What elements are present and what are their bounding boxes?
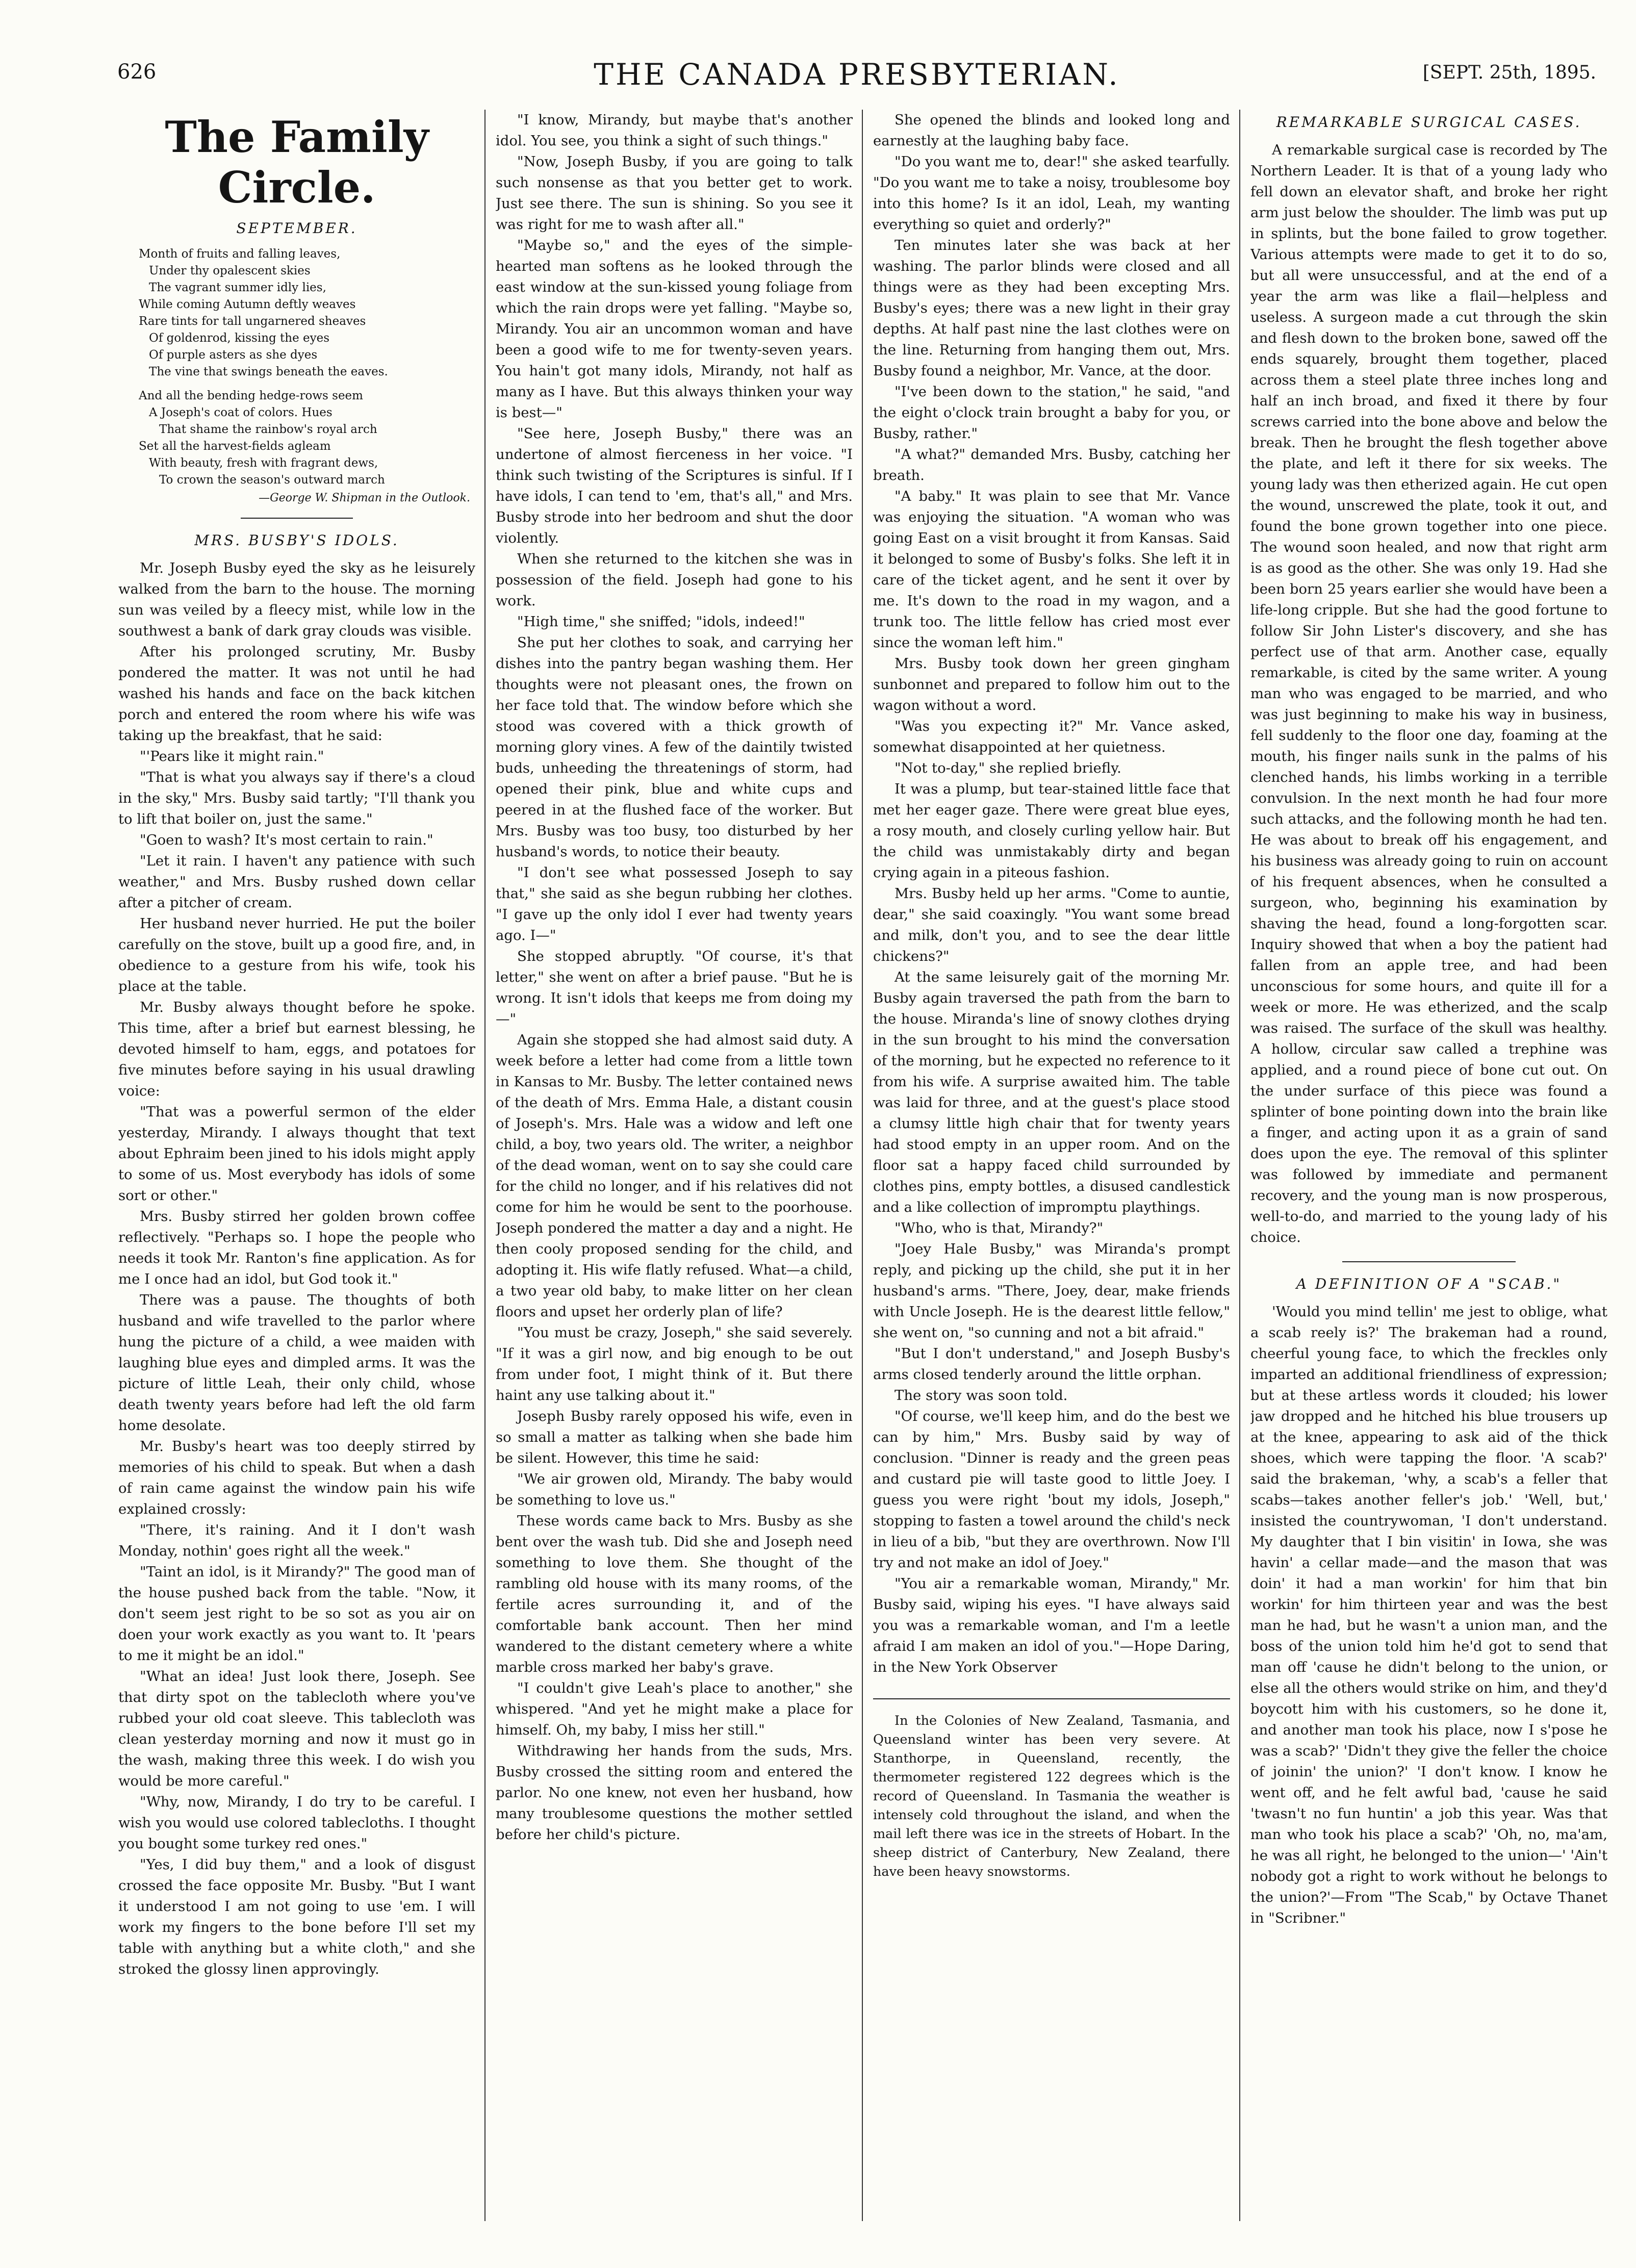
poem-line: While coming Autumn deftly weaves [139,298,356,311]
paragraph: "I couldn't give Leah's place to another," she whispered. "And yet he might make a place for himself. Oh, my baby, I miss her still." [496,1680,853,1738]
paragraph: "A what?" demanded Mrs. Busby, catching her breath. [873,446,1230,483]
paragraph: "You must be crazy, Joseph," she said severely. "If it was a girl now, and big enough to be out from under foot, I might think of it. But there haint any use talking about it." [496,1324,853,1404]
story-title: MRS. BUSBY'S IDOLS. [194,532,399,549]
paragraph: Ten minutes later she was back at her washing. The parlor blinds were closed and all things were as they had been excepting Mrs. Busby's eyes; there was a new light in their gray depths. At half past nine the last clothes were on the line. Returning from hanging them out, Mrs. Busby found a neighbor, Mr. Vance, at the door. [873,237,1230,379]
paragraph: "That is what you always say if there's a cloud in the sky," Mrs. Busby said tartly; "I'll thank you to lift that boiler on, just the same." [118,769,475,827]
poem-credit: —George W. Shipman in the Outlook. [259,492,470,504]
section-masthead: The Family Circle. [165,112,429,213]
paragraph: "Was you expecting it?" Mr. Vance asked, somewhat disappointed at her quietness. [873,718,1230,755]
paragraph: "I know, Mirandy, but maybe that's another idol. You see, you think a sight of such things." [496,112,853,149]
poem-line: And all the bending hedge-rows seem [139,389,363,402]
paragraph: "Joey Hale Busby," was Miranda's prompt reply, and picking up the child, she put it in her husband's arms. "There, Joey, dear, make friends with Uncle Joseph. He is the dearest little fellow," she went on, "so cunning and not a bit afraid." [873,1241,1230,1341]
poem-line: Of goldenrod, kissing the eyes [149,332,330,345]
paragraph: "There, it's raining. And it I don't wash Monday, nothin' goes right all the week." [118,1522,475,1559]
surgical-title: REMARKABLE SURGICAL CASES. [1276,114,1582,131]
paragraph: The story was soon told. [894,1387,1068,1404]
paragraph: "Of course, we'll keep him, and do the best we can by him," Mrs. Busby said by way of conclusion. "Dinner is ready and the green peas and custard pie will taste good to little Joey. I guess you were right 'bout my idols, Joseph," stopping to fasten a towel around the child's neck in lieu of a bib, "but they are overthrown. Now I'll try and not make an idol of Joey." [873,1408,1230,1571]
paragraph: "Who, who is that, Mirandy?" [894,1220,1104,1236]
issue-date: [SEPT. 25th, 1895. [1422,62,1596,83]
paragraph: "But I don't understand," and Joseph Busby's arms closed tenderly around the little orphan. [873,1345,1230,1383]
poem-line: Of purple asters as she dyes [149,348,318,362]
poem-line: Month of fruits and falling leaves, [139,247,341,261]
poem-body [139,246,475,489]
scab-title: A DEFINITION OF A "SCAB." [1296,1276,1562,1292]
paragraph: After his prolonged scrutiny, Mr. Busby pondered the matter. It was not until he had washed his hands and face on the back kitchen porch and entered the room where his wife was taking up the breakfast, that he said: [118,644,475,744]
poem-line: A Joseph's coat of colors. Hues [149,406,333,419]
poem-line: With beauty, fresh with fragrant dews, [149,456,378,470]
paragraph: "I've been down to the station," he said, "and the eight o'clock train brought a baby for you, or Busby, rather." [873,384,1230,442]
paragraph: Mrs. Busby stirred her golden brown coffee reflectively. "Perhaps so. I hope the people who needs it took Mr. Ranton's fine application. As for me I once had an idol, but God took it." [118,1208,475,1287]
paragraph: "We air growen old, Mirandy. The baby would be something to love us." [496,1471,853,1508]
poem-line: That shame the rainbow's royal arch [159,423,377,436]
stanza-break [139,380,475,388]
section-rule [241,518,353,519]
paragraph: She opened the blinds and looked long and earnestly at the laughing baby face. [873,112,1230,149]
paragraph: When she returned to the kitchen she was in possession of the field. Joseph had gone to his work. [496,551,853,609]
poem-title: SEPTEMBER. [236,220,357,237]
page-number: 626 [117,60,157,84]
paragraph: Mr. Joseph Busby eyed the sky as he leisurely walked from the barn to the house. The morning sun was veiled by a fleecy mist, while low in the southwest a bank of dark gray clouds was visible. [118,560,475,639]
paragraph: "Do you want me to, dear!" she asked tearfully. "Do you want me to take a noisy, troublesome boy into this home? Is it an idol, Leah, my wanting everything so quiet and orderly?" [873,154,1230,233]
paragraph: Joseph Busby rarely opposed his wife, even in so small a matter as talking when she bade him be silent. However, this time he said: [496,1408,853,1466]
paragraph: "See here, Joseph Busby," there was an undertone of almost fierceness in her voice. "I think such twisting of the Scriptures is sinful. If I have idols, I can tend to 'em, that's all," and Mrs. Busby strode into her bedroom and shut the door violently. [496,425,853,546]
paragraph: "Taint an idol, is it Mirandy?" The good man of the house pushed back from the table. "Now, it don't seem jest right to be so sot as you air on doen your work exactly as you want to. It 'pears to me it might be an idol." [118,1564,475,1664]
paragraph: Mr. Busby always thought before he spoke. This time, after a brief but earnest blessing, he devoted himself to ham, eggs, and potatoes for five minutes before saying in his usual drawling voice: [118,999,475,1099]
column-4 [1250,110,1607,2247]
paragraph: "Not to-day," she replied briefly. [894,760,1121,776]
column-divider [484,110,485,2221]
paragraph: Again she stopped she had almost said duty. A week before a letter had come from a little town in Kansas to Mr. Busby. The letter contained news of the death of Mrs. Emma Hale, a distant cousin of Joseph's. Mrs. Hale was a widow and left one child, a boy, two years old. The writer, a neighbor of the dead woman, went on to say she could care for the child no longer, and if his relatives did not come for him he would be sent to the poorhouse. Joseph pondered the matter a day and a night. He then cooly proposed sending for the child, and adopting it. His wife flatly refused. What—a child, a two year old baby, to make litter on her clean floors and upset her orderly plan of life? [496,1032,853,1320]
column-divider [862,110,863,2221]
page-header [117,57,1596,101]
paragraph: A remarkable surgical case is recorded by The Northern Leader. It is that of a young lady who fell down an elevator shaft, and broke her right arm just below the shoulder. The limb was put up in splints, but the bone failed to grow together. Various attempts were made to get it to do so, but all were unsuccessful, and at the end of a year the arm was like a flail—helpless and useless. A surgeon made a cut through the skin and flesh down to the broken bone, sawed off the ends squarely, brought them together, placed across them a steel plate three inches long and half an inch broad, and fixed it there by four screws carried into the bone above and below the break. Then he brought the flesh together above the plate, and left it there for six weeks. The young lady was then etherized again. He cut open the wound, unscrewed the plate, took it out, and found the bone grown together into one piece. The wound soon healed, and now that right arm is as good as the other. She was only 19. Had she been born 25 years earlier she would have been a life-long cripple. But she had the good fortune to follow Sir John Lister's discovery, and she has perfect use of that arm. Another case, equally remarkable, is cited by the same writer. A young man who was engaged to be married, and who was just beginning to make his way in business, fell suddenly to the floor one day, foaming at the mouth, his finger nails sunk in the palms of his clenched hands, his limbs working in a terrible convulsion. In the next month he had four more such attacks, and the following month he had ten. He was about to break off his engagement, and his business was already going to ruin on account of his frequent absences, when he consulted a surgeon, who, beginning his examination by shaving the head, found a long-forgotten scar. Inquiry showed that when a boy the patient had fallen from an apple tree, and had been unconscious for some hours, and quite ill for a week or more. He was etherized, and the scalp was raised. The surface of the skull was healthy. A hollow, circular saw called a trephine was applied, and a round piece of bone cut out. On the under surface of this piece was found a splinter of bone pointing down into the brain like a finger, and acting upon it as a grain of sand does upon the eye. The removal of this splinter was followed by immediate and permanent recovery, and the young man is now prosperous, well-to-do, and married to the young lady of his choice. [1250,142,1607,1245]
paragraph: 'Would you mind tellin' me jest to oblige, what a scab reely is?' The brakeman had a round, cheerful young face, to which the freckles only imparted an additional friendliness of expression; but at these artless words it clouded; his lower jaw dropped and he hitched his blue trousers up at the knee, appearing to ask aid of the thick shoes, which were tapping the floor. 'A scab?' said the brakeman, 'why, a scab's a feller that scabs—takes another feller's job.' 'Well, but,' insisted the countrywoman, 'I don't understand. My daughter that I bin visitin' in Iowa, she was havin' a cellar made—and the mason that was doin' it had a man workin' for him that bin workin' for him thirteen year and was the best man he had, but he wasn't a union man, and the boss of the union told him he'd got to send that man off 'cause he didn't belong to the union, or else all the others would strike on him, and they'd boycott him with his customers, so he done it, and another man took his place, now I s'pose he was a scab?' 'Didn't they give the feller the choice of joinin' the union?' 'I don't know. I know he went off, and he felt awful bad, 'cause he said 'twasn't no fun huntin' a job this year. Was that man who took his place a scab?' 'Oh, no, ma'am, he was all right, he belonged to the union—' 'Ain't nobody got a right to work without he belongs to the union?'—From "The Scab," by Octave Thanet in "Scribner." [1250,1304,1607,1926]
paragraph: "I don't see what possessed Joseph to say that," she said as she begun rubbing her clothes. "I gave up the only idol I ever had twenty years ago. I—" [496,864,853,944]
paragraph: "Let it rain. I haven't any patience with such weather," and Mrs. Busby rushed down cellar after a pitcher of cream. [118,853,475,911]
surgical-article [1250,140,1607,1248]
section-rule [1342,1261,1516,1262]
news-note-text: In the Colonies of New Zealand, Tasmania, and Queensland winter has been very severe. At Stanthorpe, in Queensland, recently, the thermometer registered 122 degrees which is the record of Queensland. In Tasmania the weather is intensely cold throughout the island, and when the mail left there was ice in the streets of Hobart. In the sheep district of Canterbury, New Zealand, there have been heavy snowstorms. [873,1713,1230,1879]
paragraph: These words came back to Mrs. Busby as she bent over the wash tub. Did she and Joseph need something to love them. She thought of the rambling old house with its many rooms, of the fertile acres surrounding it, and of the comfortable bank account. Then her mind wandered to the distant cemetery where a white marble cross marked her baby's grave. [496,1513,853,1675]
column-2 [496,110,853,2247]
paragraph: "Why, now, Mirandy, I do try to be careful. I wish you would use colored tablecloths. I thought you bought some turkey red ones." [118,1794,475,1852]
paragraph: "You air a remarkable woman, Mirandy," Mr. Busby said, wiping his eyes. "I have always said you was a remarkable woman, and I'm a leetle afraid I am maken an idol of you."—Hope Daring, in the New York Observer [873,1575,1230,1675]
paragraph: "A baby." It was plain to see that Mr. Vance was enjoying the situation. "A woman who was going East on a visit brought it from Kansas. Said it belonged to some of Busby's folks. She left it in care of the ticket agent, and he sent it over by me. It's down to the road in my wagon, and a trunk too. The little fellow has cried most ever since the woman left him." [873,488,1230,651]
poem-line: Set all the harvest-fields agleam [139,440,331,453]
story-part-3 [873,110,1230,1678]
poem-line: Under thy opalescent skies [149,264,311,277]
paragraph: Mrs. Busby held up her arms. "Come to auntie, dear," she said coaxingly. "You want some bread and milk, don't you, and to see the dear little chickens?" [873,885,1230,964]
paragraph: She put her clothes to soak, and carrying her dishes into the pantry began washing them. Her thoughts were not pleasant ones, the frown on her face told that. The window before which she stood was covered with a thick growth of morning glory vines. A few of the daintily twisted buds, unheeding the threatenings of storm, had opened their pink, blue and white cups and peered in at the flushed face of the worker. But Mrs. Busby was too busy, too disturbed by her husband's words, to notice their beauty. [496,634,853,860]
poem-line: The vine that swings beneath the eaves. [149,365,388,378]
poem-line: To crown the season's outward march [159,473,385,487]
paragraph: "High time," she sniffed; "idols, indeed!" [517,614,805,630]
paragraph: Mr. Busby's heart was too deeply stirred by memories of his child to speak. But when a dash of rain came against the window pain his wife explained crossly: [118,1438,475,1517]
column-1 [118,110,475,2247]
poem-line: The vagrant summer idly lies, [149,281,326,294]
paragraph: "Now, Joseph Busby, if you are going to talk such nonsense as that you better get to work. Just see there. The sun is shining. So you see it was right for me to wash after all." [496,154,853,233]
news-note [873,1698,1230,1881]
paragraph: It was a plump, but tear-stained little face that met her eager gaze. There were great blue eyes, a rosy mouth, and closely curling yellow hair. But the child was unmistakably dirty and began crying again in a piteous fashion. [873,781,1230,881]
poem-line: Rare tints for tall ungarnered sheaves [139,315,366,328]
story-part-1 [118,558,475,1980]
paragraph: There was a pause. The thoughts of both husband and wife travelled to the parlor where hung the picture of a child, a wee maiden with laughing blue eyes and dimpled arms. It was the picture of little Leah, their only child, whose death twenty years before had left the old farm home desolate. [118,1292,475,1434]
paragraph: Mrs. Busby took down her green gingham sunbonnet and prepared to follow him out to the wagon without a word. [873,655,1230,713]
paragraph: "'Pears like it might rain." [140,748,324,765]
paragraph: "Goen to wash? It's most certain to rain." [140,832,433,848]
paragraph: "Maybe so," and the eyes of the simple-hearted man softens as he looked through the east window at the sun-kissed young foliage from which the rain drops were yet falling. "Maybe so, Mirandy. You air an uncommon woman and have been a good wife to me for twenty-seven years. You hain't got many idols, Mirandy, not half as many as I have. But this always thinken your way is best—" [496,237,853,421]
paragraph: At the same leisurely gait of the morning Mr. Busby again traversed the path from the barn to the house. Miranda's line of snowy clothes drying in the sun brought to his mind the conversation of the morning, but he expected no reference to it from his wife. A surprise awaited him. The table was laid for three, and at the guest's place stood a clumsy little high chair that for twenty years had stood empty in an upper room. And on the floor sat a happy faced child surrounded by clothes pins, empty bottles, a disused candlestick and a like collection of impromptu playthings. [873,969,1230,1215]
paragraph: "That was a powerful sermon of the elder yesterday, Mirandy. I always thought that text about Ephraim been jined to his idols might apply to some of us. Most everybody has idols of some sort or other." [118,1104,475,1204]
column-3 [873,110,1230,2247]
paragraph: Withdrawing her hands from the suds, Mrs. Busby crossed the sitting room and entered the parlor. No one knew, not even her husband, how many troublesome questions the mother settled before her child's picture. [496,1743,853,1843]
column-divider [1239,110,1240,2221]
paragraph: She stopped abruptly. "Of course, it's that letter," she went on after a brief pause. "But he is wrong. It isn't idols that keeps me from doing my—" [496,948,853,1027]
paragraph: "What an idea! Just look there, Joseph. See that dirty spot on the tablecloth where you've rubbed your old coat sleeve. This tablecloth was clean yesterday morning and now it must go in the wash, making three this week. I do wish you would be more careful." [118,1668,475,1789]
paragraph: Her husband never hurried. He put the boiler carefully on the stove, built up a good fire, and, in obedience to a gesture from his wife, took his place at the table. [118,915,475,995]
story-part-2 [496,110,853,1845]
paragraph: "Yes, I did buy them," and a look of disgust crossed the face opposite Mr. Busby. "But I want it understood I am not going to use 'em. I will work my fingers to the bone before I'll set my table with anything but a white cloth," and she stroked the glossy linen approvingly. [118,1856,475,1977]
scab-article [1250,1302,1607,1929]
journal-title: THE CANADA PRESBYTERIAN. [594,57,1120,92]
